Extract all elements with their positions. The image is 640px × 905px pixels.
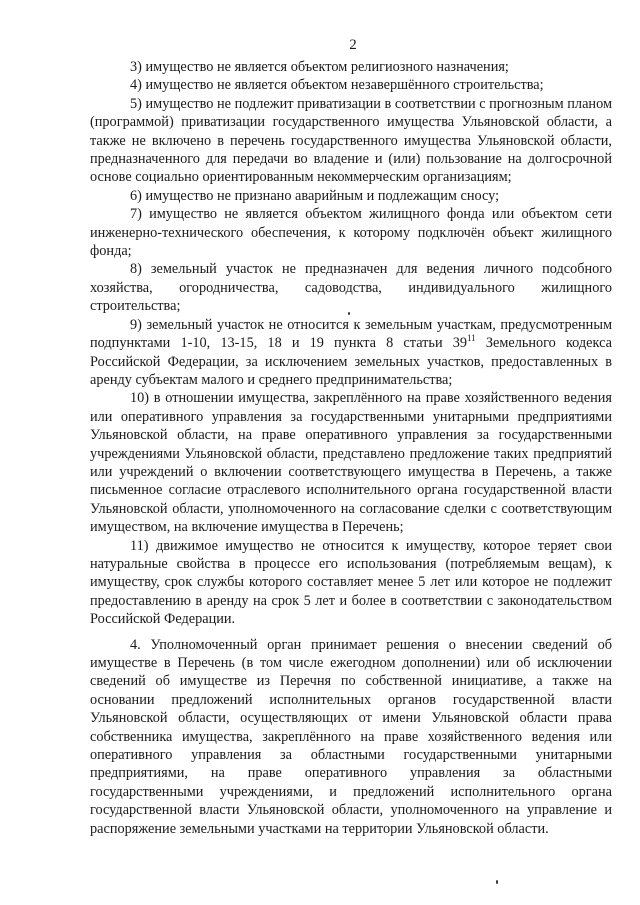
- item-9: [90, 316, 612, 390]
- scan-speck: [496, 880, 498, 884]
- item-7: 7) имущество не является объектом жилищного фонда или объектом сети инженерно-технического обеспечения, к которому подключён объект жилищного фонда;: [90, 206, 612, 260]
- clause-4: 4. Уполномоченный орган принимает решения о внесении сведений об имуществе в Перечень (в том числе ежегодном дополнении) или об исключении сведений об имуществе из Перечня по собственной инициативе, а также на основании предложений исполнительных органов государственной власти Ульяновской области, осуществляющих от имени Ульяновской области права собственника имущества, закреплённого на праве хозяйственного ведения или оперативного управления за областными государственными унитарными предприятиями, на праве оперативного управления за областными государственными учреждениями, и предложений исполнительного органа государственной власти Ульяновской области, уполномоченного на управление и распоряжение земельными участками на территории Ульяновской области.: [90, 636, 612, 837]
- item-8: 8) земельный участок не предназначен для ведения личного подсобного хозяйства, огородничества, садоводства, индивидуального жилищного строительства;: [90, 261, 612, 315]
- item-9-superscript: 11: [467, 333, 476, 344]
- item-11: 11) движимое имущество не относится к имуществу, которое теряет свои натуральные свойства в процессе его использования (потребляемым вещам), к имуществу, срок службы которого составляет менее 5 лет или которое не подлежит предоставлению в аренду на срок 5 лет и более в соответствии с законодательством Российской Федерации.: [90, 537, 612, 628]
- item-10: 10) в отношении имущества, закреплённого на праве хозяйственного ведения или оперативного управления за государственными унитарными предприятиями Ульяновской области, на праве оперативного управления за государственными учреждениями Ульяновской области, представлено предложение таких предприятий или учреждений о включении соответствующего имущества в Перечень, а также письменное согласие отраслевого исполнительного органа государственной власти Ульяновской области, уполномоченного на согласование сделки с соответствующим имуществом, на включение имущества в Перечень;: [90, 390, 612, 536]
- item-6: 6) имущество не признано аварийным и подлежащим сносу;: [130, 187, 500, 204]
- item-9-text-before: 9) земельный участок не относится к земельным участкам, предусмотренным подпунктами 1-10, 13-15, 18 и 19 пункта 8 статьи 39: [90, 316, 612, 352]
- scan-speck: [348, 312, 350, 315]
- item-5: 5) имущество не подлежит приватизации в соответствии с прогнозным планом (программой) приватизации государственного имущества Ульяновской области, а также не включено в перечень государственного имущества Ульяновской области, предназначенного для передачи во владение и (или) пользование на долгосрочной основе социально ориентированным некоммерческим организациям;: [90, 95, 612, 186]
- item-3: 3) имущество не является объектом религиозного назначения;: [130, 59, 509, 75]
- item-4: 4) имущество не является объектом незавершённого строительства;: [130, 77, 544, 94]
- item-9-text-after: Земельного кодекса Российской Федерации, за исключением земельных участков, предоставленных в аренду субъектам малого и среднего предпринимательства;: [90, 335, 612, 388]
- page-number: 2: [349, 37, 357, 53]
